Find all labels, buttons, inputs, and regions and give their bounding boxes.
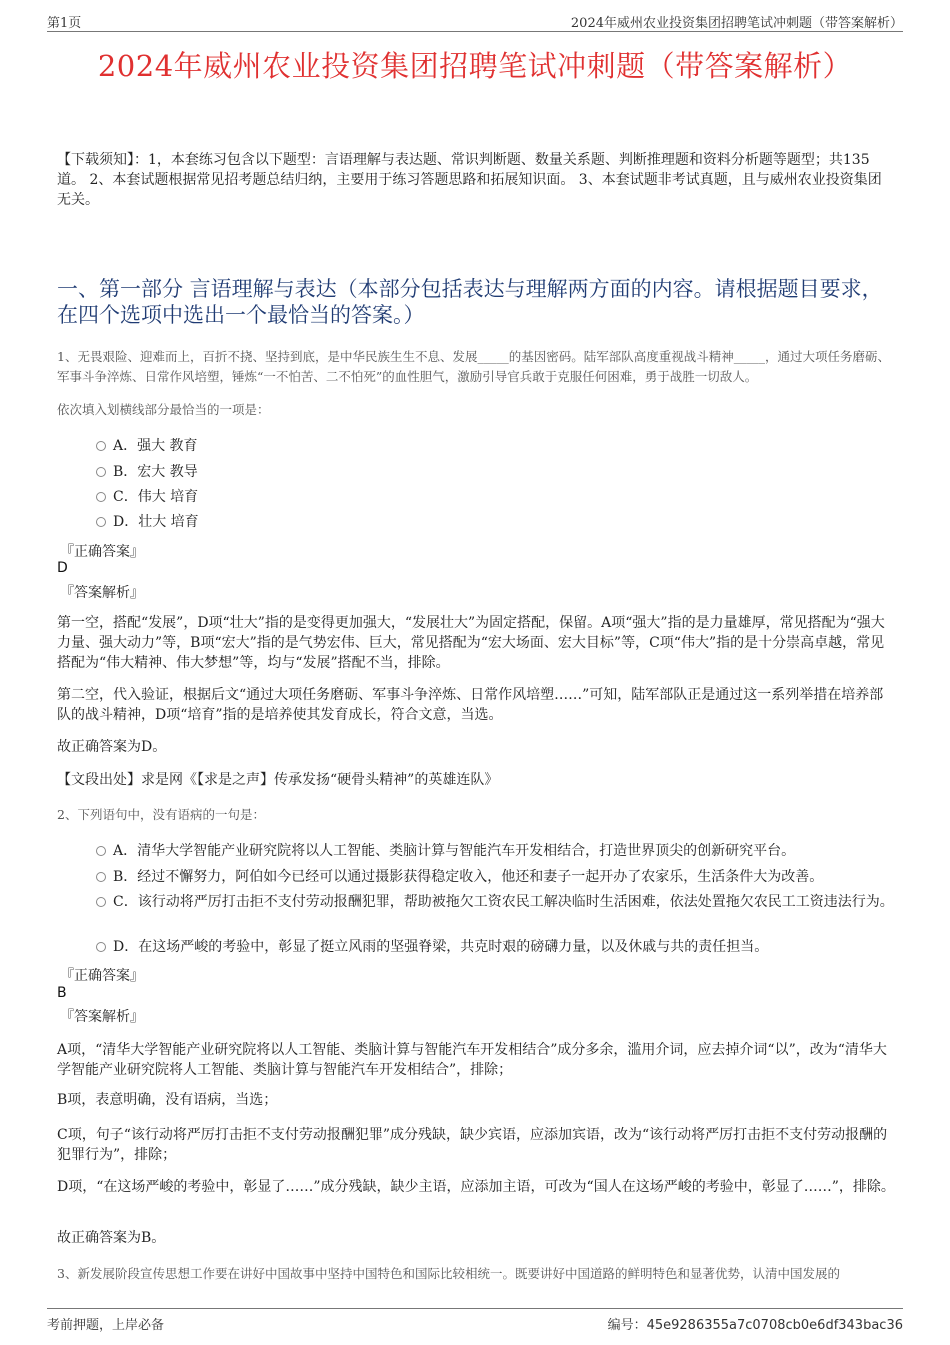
- question-1-option-b[interactable]: [96, 461, 895, 483]
- radio-icon[interactable]: [96, 467, 106, 477]
- question-1-analysis-p3: 故正确答案为D。: [57, 739, 167, 755]
- option-label: C．伟大 培育: [113, 489, 199, 505]
- option-label: C．该行动将严厉打击拒不支付劳动报酬犯罪，帮助被拖欠工资农民工解决临时生活困难，依法处置拖欠农民工工资违法行为。: [113, 894, 894, 910]
- radio-icon[interactable]: [96, 872, 106, 882]
- question-1-prompt: 依次填入划横线部分最恰当的一项是：: [57, 402, 270, 417]
- question-2-analysis-a: A项，“清华大学智能产业研究院将以人工智能、类脑计算与智能汽车开发相结合”成分多余，滥用介词，应去掉介词“以”，改为“清华大学智能产业研究院将人工智能、类脑计算与智能汽车开发相结合”，排除；: [57, 1042, 887, 1078]
- question-1-analysis-label: 『答案解析』: [60, 585, 144, 601]
- header-divider: [47, 31, 903, 32]
- page-number: 第1页: [47, 16, 82, 31]
- footer-code-value: 45e9286355a7c0708cb0e6df343bac36: [646, 1318, 903, 1333]
- question-1-option-a[interactable]: [96, 435, 895, 457]
- option-label: A．清华大学智能产业研究院将以人工智能、类脑计算与智能汽车开发相结合，打造世界顶尖的创新研究平台。: [113, 843, 796, 859]
- option-label: B．经过不懈努力，阿伯如今已经可以通过摄影获得稳定收入，他还和妻子一起开办了农家乐，生活条件大为改善。: [113, 869, 824, 885]
- radio-icon[interactable]: [96, 897, 106, 907]
- radio-icon[interactable]: [96, 517, 106, 527]
- footer-divider: [47, 1308, 903, 1309]
- question-2-option-c[interactable]: [96, 891, 895, 913]
- option-label: A．强大 教育: [113, 438, 198, 454]
- footer-slogan: 考前押题，上岸必备: [47, 1318, 165, 1333]
- question-1-option-c[interactable]: [96, 486, 895, 508]
- question-2-answer: B: [57, 985, 67, 1001]
- option-label: D．在这场严峻的考验中，彰显了挺立风雨的坚强脊梁，共克时艰的磅礴力量，以及休戚与共的责任担当。: [113, 939, 769, 955]
- question-2-option-a[interactable]: [96, 840, 895, 862]
- download-notice: 【下载须知】：1，本套练习包含以下题型：言语理解与表达题、常识判断题、数量关系题、判断推理题和资料分析题等题型；共135道。 2、本套试题根据常见招考题总结归纳，主要用于练习答题思路和拓展知识面。 3、本套试题非考试真题，且与威州农业投资集团无关。: [57, 152, 882, 208]
- option-label: D．壮大 培育: [113, 514, 199, 530]
- question-3-stem: 3、新发展阶段宣传思想工作要在讲好中国故事中坚持中国特色和国际比较相统一。既要讲好中国道路的鲜明特色和显著优势，认清中国发展的: [57, 1266, 840, 1281]
- radio-icon[interactable]: [96, 492, 106, 502]
- question-1-analysis-p2: 第二空，代入验证，根据后文“通过大项任务磨砺、军事斗争淬炼、日常作风培塑……”可知，陆军部队正是通过这一系列举措在培养部队的战斗精神，D项“培育”指的是培养使其发育成长，符合文意，当选。: [57, 687, 884, 723]
- radio-icon[interactable]: [96, 942, 106, 952]
- question-1-answer: D: [57, 560, 68, 576]
- page-title: 2024年威州农业投资集团招聘笔试冲刺题（带答案解析）: [97, 49, 853, 83]
- radio-icon[interactable]: [96, 846, 106, 856]
- option-label: B．宏大 教导: [113, 464, 198, 480]
- footer-code: [608, 1314, 903, 1333]
- question-1-source: 【文段出处】求是网《【求是之声】传承发扬“硬骨头精神”的英雄连队》: [57, 772, 499, 788]
- question-2-stem: 2、下列语句中，没有语病的一句是：: [57, 807, 265, 822]
- header-doc-title: 2024年威州农业投资集团招聘笔试冲刺题（带答案解析）: [570, 16, 903, 31]
- question-2-analysis-label: 『答案解析』: [60, 1009, 144, 1025]
- footer-code-label: 编号：: [607, 1318, 647, 1333]
- question-2-option-d[interactable]: [96, 936, 895, 958]
- question-2-analysis-conclusion: 故正确答案为B。: [57, 1230, 166, 1246]
- question-1-answer-label: 『正确答案』: [60, 544, 144, 560]
- question-2-analysis-b: B项，表意明确，没有语病，当选；: [57, 1092, 278, 1108]
- radio-icon[interactable]: [96, 441, 106, 451]
- question-2-option-b[interactable]: [96, 866, 895, 888]
- section-heading: 一、第一部分 言语理解与表达（本部分包括表达与理解两方面的内容。请根据题目要求，在四个选项中选出一个最恰当的答案。）: [57, 277, 883, 327]
- question-1-option-d[interactable]: [96, 511, 895, 533]
- question-1-analysis-p1: 第一空，搭配“发展”，D项“壮大”指的是变得更加强大，“发展壮大”为固定搭配，保留。A项“强大”指的是力量雄厚，常见搭配为“强大力量、强大动力”等，B项“宏大”指的是气势宏伟、巨大，常见搭配为“宏大场面、宏大目标”等，C项“伟大”指的是十分崇高卓越，常见搭配为“伟大精神、伟大梦想”等，均与“发展”搭配不当，排除。: [57, 615, 885, 671]
- question-2-analysis-c: C项，句子“该行动将严厉打击拒不支付劳动报酬犯罪”成分残缺，缺少宾语，应添加宾语，改为“该行动将严厉打击拒不支付劳动报酬的犯罪行为”，排除；: [57, 1127, 888, 1163]
- question-2-answer-label: 『正确答案』: [60, 968, 144, 984]
- question-2-analysis-d: D项，“在这场严峻的考验中，彰显了……”成分残缺，缺少主语，应添加主语，可改为“国人在这场严峻的考验中，彰显了……”，排除。: [57, 1179, 895, 1195]
- question-1-stem: 1、无畏艰险、迎难而上，百折不挠、坚持到底，是中华民族生生不息、发展_____的基因密码。陆军部队高度重视战斗精神_____，通过大项任务磨砺、军事斗争淬炼、日常作风培塑，锤炼“一不怕苦、二不怕死”的血性胆气，激励引导官兵敢于克服任何困难，勇于战胜一切敌人。: [57, 349, 890, 384]
